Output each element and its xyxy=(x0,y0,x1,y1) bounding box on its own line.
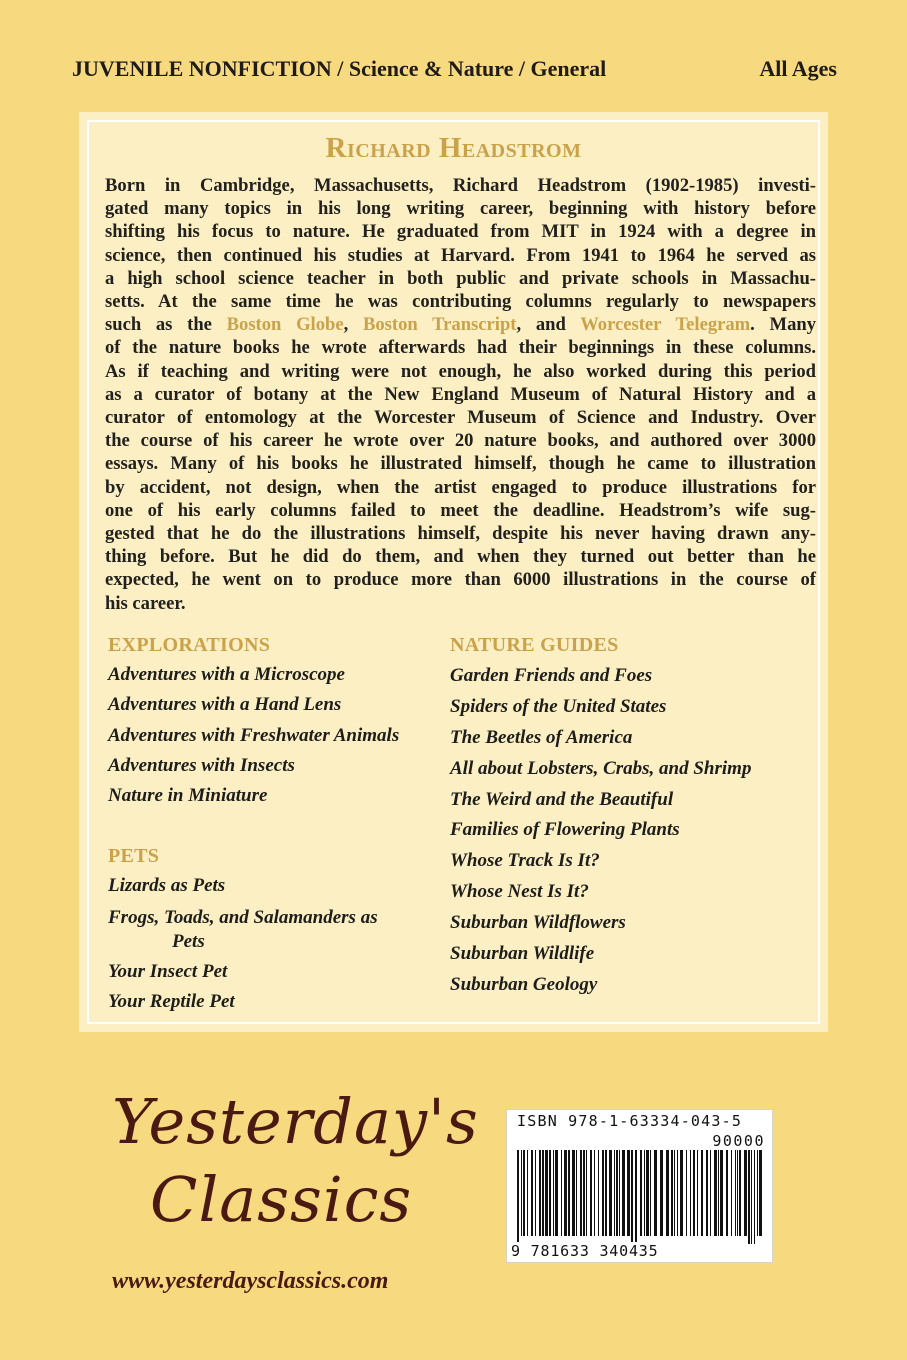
barcode-bar xyxy=(583,1150,585,1236)
book-title: Suburban Wildflowers xyxy=(450,912,626,934)
bio-text: of the nature books he wrote afterwards had their beginnings in these columns. xyxy=(105,337,816,359)
bio-text: his career. xyxy=(105,592,186,614)
barcode-bar xyxy=(674,1150,675,1236)
bio-line xyxy=(105,290,816,313)
bio-text: , and xyxy=(516,314,581,336)
barcode-bar xyxy=(553,1150,554,1236)
author-name: Richard Headstrom xyxy=(325,132,582,164)
book-title: All about Lobsters, Crabs, and Shrimp xyxy=(450,757,752,779)
barcode-bar xyxy=(701,1150,703,1236)
barcode-bar xyxy=(660,1150,663,1236)
bio-text: thing before. But he did do them, and when they turned out better than he xyxy=(105,546,816,568)
bio-text: by accident, not design, when the artist engaged to produce illustrations for xyxy=(105,476,816,498)
barcode-bar xyxy=(521,1150,522,1236)
newspaper-name: Worcester Telegram xyxy=(580,314,751,336)
barcode-bar xyxy=(535,1150,536,1236)
barcode-bar xyxy=(614,1150,615,1236)
barcode-bar xyxy=(598,1150,599,1236)
book-title: Adventures with Insects xyxy=(108,754,295,776)
barcode-bar xyxy=(751,1150,752,1244)
barcode-bar xyxy=(680,1150,683,1236)
barcode-bar xyxy=(690,1150,691,1236)
barcode-bar xyxy=(744,1150,747,1236)
bio-text: the course of his career he wrote over 20 nature books, and authored over 3000 xyxy=(105,430,816,452)
book-list-left xyxy=(108,630,448,1017)
bio-text: . Many xyxy=(750,314,817,336)
bio-line xyxy=(105,476,816,499)
bio-text: As if teaching and writing were not enough, he also worked during this period xyxy=(105,360,816,382)
barcode-bar xyxy=(609,1150,612,1236)
barcode-bar xyxy=(619,1150,620,1236)
explorations-heading: EXPLORATIONS xyxy=(108,634,271,656)
barcode-bar xyxy=(517,1150,519,1244)
barcode-bar xyxy=(622,1150,625,1236)
bio-line xyxy=(105,545,816,568)
book-title: Your Insect Pet xyxy=(108,960,228,982)
bio-text: as a curator of botany at the New England Museum of Natural History and a xyxy=(105,383,816,405)
bio-text: a high school science teacher in both public and private schools in Massachu- xyxy=(105,267,816,289)
book-title: Garden Friends and Foes xyxy=(450,664,653,686)
book-title: The Weird and the Beautiful xyxy=(450,788,674,810)
barcode-bar xyxy=(627,1150,630,1236)
bio-text: one of his early columns failed to meet the deadline. Headstrom’s wife sug- xyxy=(105,499,816,521)
bio-text: curator of entomology at the Worcester Museum of Science and Industry. Over xyxy=(105,407,816,429)
publisher-url: www.yesterdaysclassics.com xyxy=(112,1268,389,1294)
bio-line xyxy=(105,267,816,290)
barcode-bar xyxy=(527,1150,528,1236)
barcode-bar xyxy=(586,1150,587,1236)
book-title: Adventures with Freshwater Animals xyxy=(108,724,400,746)
barcode-bar xyxy=(568,1150,570,1236)
barcode-bar xyxy=(635,1150,637,1244)
barcode-bar xyxy=(726,1150,728,1236)
category-label: JUVENILE NONFICTION / Science & Nature / General xyxy=(72,56,607,81)
logo-line-2: Classics xyxy=(150,1163,413,1236)
isbn-number: ISBN 978-1-63334-043-5 xyxy=(517,1112,743,1130)
barcode-bar xyxy=(654,1150,657,1236)
barcode-bar xyxy=(706,1150,708,1236)
book-title: Families of Flowering Plants xyxy=(450,819,680,841)
isbn-barcode xyxy=(506,1109,773,1263)
bio-text: such as the xyxy=(105,314,227,336)
barcode-bar xyxy=(605,1150,607,1236)
bio-line xyxy=(105,313,816,336)
header-bar xyxy=(72,56,837,86)
barcode-bar xyxy=(594,1150,595,1236)
book-title: Suburban Geology xyxy=(450,973,598,995)
bio-text: Born in Cambridge, Massachusetts, Richard Headstrom (1902-1985) investi- xyxy=(105,175,816,196)
barcode-bar xyxy=(576,1150,577,1236)
logo-line-1: Yesterday's xyxy=(112,1085,479,1158)
barcode-bar xyxy=(697,1150,698,1236)
book-title: Lizards as Pets xyxy=(108,875,226,897)
nature-guides-heading: NATURE GUIDES xyxy=(450,634,619,656)
barcode-bar xyxy=(631,1150,633,1244)
ean-number: 9 781633 340435 xyxy=(511,1242,659,1260)
barcode-bar xyxy=(590,1150,592,1236)
bio-text: gested that he do the illustrations himself, despite his never having drawn any- xyxy=(105,523,816,545)
author-biography xyxy=(105,174,816,615)
bio-text: shifting his focus to nature. He graduated from MIT in 1924 with a degree in xyxy=(105,221,816,243)
book-title-line-continued: Pets xyxy=(172,930,205,952)
barcode-bar xyxy=(640,1150,642,1236)
barcode-bar xyxy=(671,1150,673,1236)
bio-line xyxy=(105,197,816,220)
bio-line xyxy=(105,336,816,359)
newspaper-name: Boston Transcript xyxy=(362,314,517,336)
barcode-bar xyxy=(718,1150,719,1236)
bio-line xyxy=(105,499,816,522)
age-range-label: All Ages xyxy=(759,56,837,81)
publisher-logo xyxy=(112,1085,479,1255)
bio-line xyxy=(105,429,816,452)
book-title: Your Reptile Pet xyxy=(108,990,235,1012)
barcode-bar xyxy=(549,1150,551,1236)
bio-text: expected, he went on to produce more than 6000 illustrations in the course of xyxy=(105,569,816,591)
barcode-bar xyxy=(693,1150,695,1236)
barcode-bar xyxy=(739,1150,741,1236)
book-title-wrapped xyxy=(108,902,448,957)
price-code: 90000 xyxy=(712,1132,765,1150)
bio-line xyxy=(105,244,816,267)
barcode-bar xyxy=(646,1150,649,1236)
barcode-bar xyxy=(748,1150,750,1244)
barcode-bar xyxy=(602,1150,604,1236)
barcode-bar xyxy=(531,1150,533,1236)
barcode-bar xyxy=(561,1150,562,1236)
bio-text: setts. At the same time he was contributing columns regularly to newspapers xyxy=(105,291,816,313)
book-title: Whose Nest Is It? xyxy=(450,881,589,903)
barcode-bar xyxy=(677,1150,678,1236)
pets-heading: PETS xyxy=(108,845,160,868)
bio-line xyxy=(105,406,816,429)
barcode-bar xyxy=(666,1150,669,1236)
barcode-bar xyxy=(542,1150,544,1236)
bio-line xyxy=(105,360,816,383)
barcode-bar xyxy=(572,1150,575,1236)
barcode-bar xyxy=(714,1150,717,1236)
bio-text: , xyxy=(343,314,363,336)
bio-text: essays. Many of his books he illustrated himself, though he came to illustration xyxy=(105,453,816,475)
description-panel xyxy=(79,112,828,1032)
bio-line xyxy=(105,383,816,406)
bio-line xyxy=(105,592,816,615)
barcode-bar xyxy=(650,1150,651,1236)
barcode-bar xyxy=(686,1150,687,1236)
book-title: The Beetles of America xyxy=(450,726,633,748)
barcode-bar xyxy=(616,1150,618,1236)
barcode-bar xyxy=(545,1150,548,1236)
book-list-right xyxy=(450,630,820,1001)
barcode-bar xyxy=(539,1150,541,1236)
barcode-bar xyxy=(644,1150,645,1236)
barcode-bar xyxy=(710,1150,711,1236)
barcode-bar xyxy=(759,1150,762,1236)
barcode-bar xyxy=(731,1150,732,1236)
bio-line xyxy=(105,452,816,475)
bio-line xyxy=(105,220,816,243)
barcode-bar xyxy=(564,1150,567,1236)
bio-text: science, then continued his studies at Harvard. From 1941 to 1964 he served as xyxy=(105,244,816,266)
book-title: Spiders of the United States xyxy=(450,695,667,717)
barcode-bars xyxy=(515,1150,767,1244)
book-title: Nature in Miniature xyxy=(108,785,268,807)
barcode-bar xyxy=(757,1150,758,1236)
book-title-line: Frogs, Toads, and Salamanders as xyxy=(108,906,378,928)
bio-line xyxy=(105,522,816,545)
book-title: Adventures with a Hand Lens xyxy=(108,694,342,716)
newspaper-name: Boston Globe xyxy=(226,314,344,336)
barcode-bar xyxy=(735,1150,736,1236)
barcode-bar xyxy=(720,1150,723,1236)
bio-line xyxy=(105,568,816,591)
book-title: Adventures with a Microscope xyxy=(108,664,345,686)
book-title: Suburban Wildlife xyxy=(450,943,595,965)
barcode-bar xyxy=(523,1150,525,1236)
barcode-bar xyxy=(555,1150,558,1236)
barcode-bar xyxy=(580,1150,582,1236)
bio-text: gated many topics in his long writing career, beginning with history before xyxy=(105,198,816,220)
barcode-bar xyxy=(754,1150,755,1244)
section-spacer xyxy=(108,811,448,841)
bio-line xyxy=(105,174,816,197)
barcode-bar xyxy=(737,1150,738,1236)
book-title: Whose Track Is It? xyxy=(450,850,600,872)
